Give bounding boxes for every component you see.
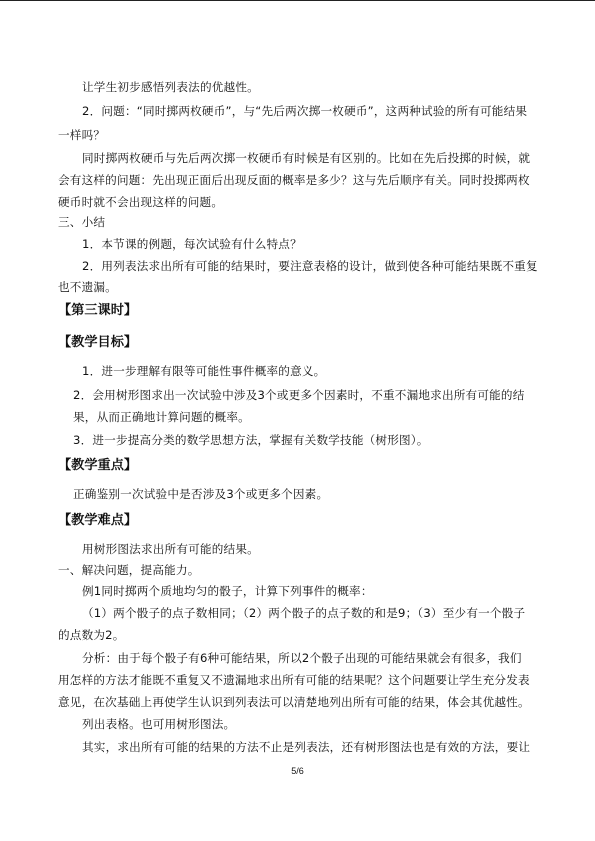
text-line-8: 1．本节课的例题，每次试验有什么特点？ bbox=[82, 237, 302, 251]
goal-2: 2．会用树形图求出一次试验中涉及3个或更多个因素时，不重不漏地求出所有可能的结 bbox=[73, 388, 525, 402]
teaching-goals-heading: 【教学目标】 bbox=[58, 335, 138, 350]
example-1-questions-continued: 的点数为2。 bbox=[58, 628, 125, 642]
key-point-text: 正确鉴别一次试验中是否涉及3个或更多个因素。 bbox=[73, 487, 329, 501]
section-summary-heading: 三、小结 bbox=[58, 215, 106, 229]
analysis-line-3: 意见，在次基础上再使学生认识到列表法可以清楚地列出所有可能的结果，体会其优越性。 bbox=[58, 695, 530, 709]
text-line-9: 2．用列表法求出所有可能的结果时，要注意表格的设计，做到使各种可能结果既不重复 bbox=[82, 259, 538, 273]
top-border-line bbox=[0, 0, 595, 1]
teaching-difficulty-heading: 【教学难点】 bbox=[58, 513, 138, 528]
analysis-line-4: 列出表格。也可用树形图法。 bbox=[82, 717, 236, 731]
goal-3: 3．进一步提高分类的数学思想方法，掌握有关数学技能（树形图）。 bbox=[73, 433, 429, 447]
text-line-4: 同时掷两枚硬币与先后两次掷一枚硬币有时候是有区别的。比如在先后投掷的时候，就 bbox=[82, 151, 531, 165]
text-line-2: 2．问题：“同时掷两枚硬币”，与“先后两次掷一枚硬币”，这两种试验的所有可能结果 bbox=[82, 104, 528, 118]
text-line-1: 让学生初步感悟列表法的优越性。 bbox=[82, 80, 259, 94]
text-line-5: 会有这样的问题：先出现正面后出现反面的概率是多少？这与先后顺序有关。同时投掷两枚 bbox=[58, 173, 530, 187]
analysis-line-2: 用怎样的方法才能既不重复又不遗漏地求出所有可能的结果呢？这个问题要让学生充分发表 bbox=[58, 673, 530, 687]
example-1-questions: （1）两个骰子的点子数相同；（2）两个骰子的点子数的和是9；（3）至少有一个骰子 bbox=[82, 606, 526, 620]
text-line-3: 一样吗？ bbox=[58, 128, 106, 142]
analysis-line-5: 其实，求出所有可能的结果的方法不止是列表法，还有树形图法也是有效的方法，要让 bbox=[82, 740, 531, 754]
page-number: 5/6 bbox=[291, 766, 304, 776]
third-lesson-heading: 【第三课时】 bbox=[58, 303, 138, 318]
analysis-line-1: 分析：由于每个骰子有6种可能结果，所以2个骰子出现的可能结果就会有很多，我们 bbox=[82, 651, 522, 665]
section-solve-heading: 一、解决问题，提高能力。 bbox=[58, 563, 200, 577]
text-line-6: 硬币时就不会出现这样的问题。 bbox=[58, 195, 224, 209]
goal-1: 1．进一步理解有限等可能性事件概率的意义。 bbox=[82, 364, 326, 378]
difficulty-text: 用树形图法求出所有可能的结果。 bbox=[82, 542, 259, 556]
example-1: 例1同时掷两个质地均匀的骰子，计算下列事件的概率： bbox=[82, 584, 373, 598]
teaching-key-point-heading: 【教学重点】 bbox=[58, 458, 138, 473]
goal-2-continued: 果，从而正确地计算问题的概率。 bbox=[73, 410, 250, 424]
text-line-10: 也不遗漏。 bbox=[58, 280, 117, 294]
